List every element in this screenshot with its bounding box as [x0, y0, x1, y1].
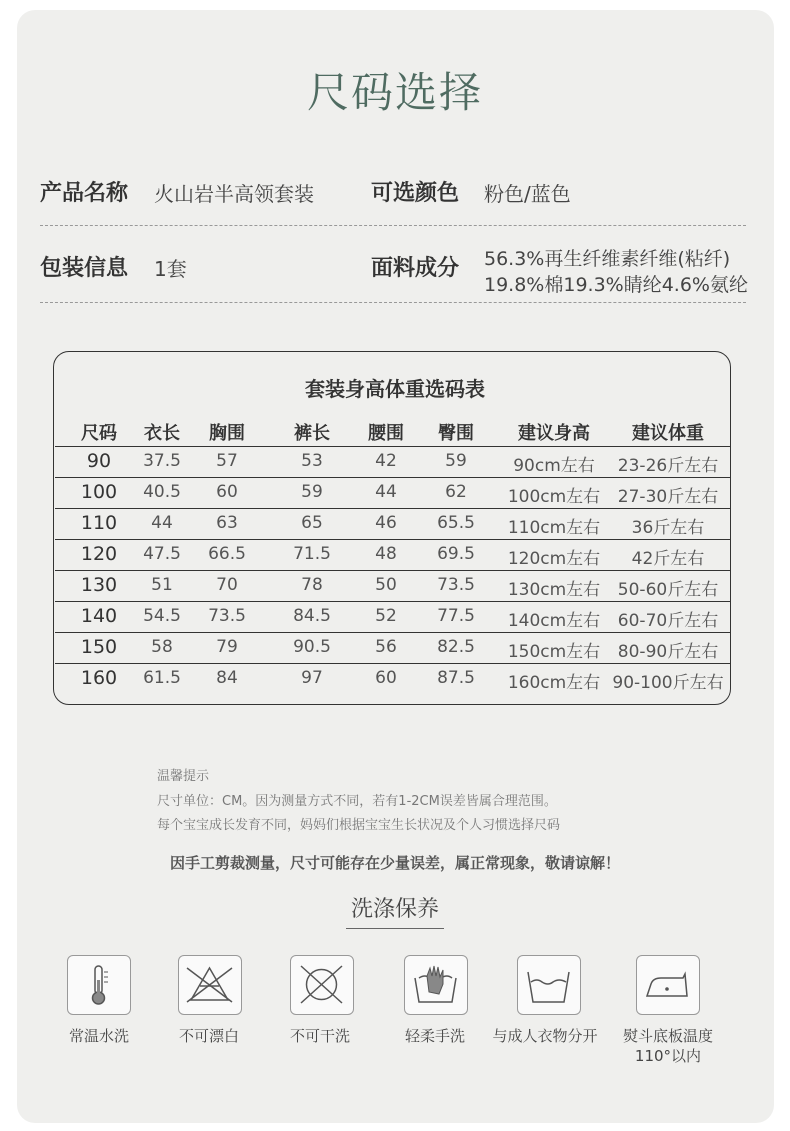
table-row-divider: [55, 477, 730, 478]
table-cell: 47.5: [143, 544, 181, 564]
care-label-line-2: 110°以内: [634, 1047, 702, 1065]
care-title: 洗涤保养: [350, 897, 439, 922]
table-cell: 60: [375, 668, 397, 688]
table-cell: 120cm左右: [507, 549, 601, 569]
table-header-cell: 建议体重: [632, 423, 704, 444]
table-size-cell: 110: [80, 512, 118, 534]
table-size-cell: 160: [80, 667, 118, 689]
package-label: 包装信息: [40, 256, 129, 281]
table-row-divider: [55, 663, 730, 664]
table-cell: 87.5: [437, 668, 475, 688]
table-cell: 60: [216, 482, 238, 502]
color-value: 粉色/蓝色: [484, 182, 571, 206]
table-header-cell: 衣长: [144, 423, 180, 444]
table-size-cell: 90: [86, 450, 112, 472]
table-header-cell: 腰围: [368, 423, 404, 444]
table-cell: 90cm左右: [513, 456, 595, 476]
table-cell: 69.5: [437, 544, 475, 564]
table-cell: 84.5: [293, 606, 331, 626]
table-cell: 60-70斤左右: [617, 611, 719, 631]
fabric-line-2: 19.8%棉19.3%睛纶4.6%氨纶: [484, 274, 748, 296]
table-cell: 36斤左右: [631, 518, 705, 538]
divider: [40, 225, 746, 226]
color-label: 可选颜色: [371, 181, 460, 206]
table-cell: 70: [216, 575, 238, 595]
table-cell: 160cm左右: [507, 673, 601, 693]
table-cell: 54.5: [143, 606, 181, 626]
notice-text: 因手工剪裁测量，尺寸可能存在少量误差，属正常现象，敬请谅解！: [169, 854, 620, 872]
table-cell: 59: [445, 451, 467, 471]
table-cell: 61.5: [143, 668, 181, 688]
table-row-divider: [55, 446, 730, 447]
table-cell: 97: [301, 668, 323, 688]
product-name-label: 产品名称: [40, 181, 129, 206]
care-label: 不可漂白: [178, 1027, 240, 1045]
no-bleach-icon: [178, 955, 242, 1015]
hand-wash-icon: [404, 955, 468, 1015]
table-cell: 140cm左右: [507, 611, 601, 631]
table-cell: 51: [151, 575, 173, 595]
table-cell: 73.5: [208, 606, 246, 626]
table-cell: 110cm左右: [507, 518, 601, 538]
table-row-divider: [55, 508, 730, 509]
table-cell: 71.5: [293, 544, 331, 564]
table-cell: 100cm左右: [507, 487, 601, 507]
table-size-cell: 120: [80, 543, 118, 565]
table-cell: 46: [375, 513, 397, 533]
table-row-divider: [55, 570, 730, 571]
product-name-value: 火山岩半高领套装: [154, 182, 314, 206]
table-cell: 40.5: [143, 482, 181, 502]
table-cell: 63: [216, 513, 238, 533]
table-cell: 79: [216, 637, 238, 657]
size-table-title: 套装身高体重选码表: [305, 377, 485, 401]
table-cell: 90-100斤左右: [612, 673, 724, 693]
table-cell: 56: [375, 637, 397, 657]
table-cell: 77.5: [437, 606, 475, 626]
tips-line-1: 尺寸单位：CM。因为测量方式不同，若有1-2CM误差皆属合理范围。: [157, 794, 557, 809]
table-size-cell: 130: [80, 574, 118, 596]
table-cell: 44: [375, 482, 397, 502]
page-title: 尺码选择: [306, 68, 483, 117]
table-row-divider: [55, 539, 730, 540]
table-cell: 65.5: [437, 513, 475, 533]
care-label: 轻柔手洗: [404, 1027, 466, 1045]
table-size-cell: 150: [80, 636, 118, 658]
tips-heading: 温馨提示: [157, 769, 210, 784]
table-cell: 50-60斤左右: [617, 580, 719, 600]
table-cell: 53: [301, 451, 323, 471]
table-header-cell: 尺码: [81, 423, 117, 444]
table-cell: 82.5: [437, 637, 475, 657]
no-dry-clean-icon: [290, 955, 354, 1015]
care-label: 熨斗底板温度: [622, 1027, 714, 1045]
table-size-cell: 140: [80, 605, 118, 627]
table-cell: 84: [216, 668, 238, 688]
table-header-cell: 裤长: [294, 423, 330, 444]
table-cell: 90.5: [293, 637, 331, 657]
fabric-line-1: 56.3%再生纤维素纤维(粘纤): [484, 248, 731, 270]
table-header-cell: 臀围: [438, 423, 474, 444]
table-cell: 66.5: [208, 544, 246, 564]
table-cell: 37.5: [143, 451, 181, 471]
fabric-label: 面料成分: [371, 256, 460, 281]
table-cell: 48: [375, 544, 397, 564]
table-row-divider: [55, 632, 730, 633]
care-label: 与成人衣物分开: [492, 1027, 598, 1045]
table-row-divider: [55, 601, 730, 602]
table-cell: 58: [151, 637, 173, 657]
table-cell: 50: [375, 575, 397, 595]
table-cell: 62: [445, 482, 467, 502]
divider: [40, 302, 746, 303]
table-cell: 78: [301, 575, 323, 595]
iron-icon: [636, 955, 700, 1015]
tips-line-2: 每个宝宝成长发育不同，妈妈们根据宝宝生长状况及个人习惯选择尺码: [157, 818, 561, 833]
table-cell: 73.5: [437, 575, 475, 595]
table-cell: 65: [301, 513, 323, 533]
table-cell: 150cm左右: [507, 642, 601, 662]
care-title-underline: [346, 928, 444, 929]
table-cell: 52: [375, 606, 397, 626]
table-cell: 23-26斤左右: [617, 456, 719, 476]
table-cell: 57: [216, 451, 238, 471]
table-cell: 42: [375, 451, 397, 471]
table-cell: 130cm左右: [507, 580, 601, 600]
package-value: 1套: [154, 257, 187, 281]
table-header-cell: 建议身高: [518, 423, 590, 444]
separate-wash-icon: [517, 955, 581, 1015]
table-cell: 59: [301, 482, 323, 502]
table-cell: 42斤左右: [631, 549, 705, 569]
thermometer-icon: [67, 955, 131, 1015]
care-label: 不可干洗: [289, 1027, 351, 1045]
care-label: 常温水洗: [68, 1027, 130, 1045]
table-cell: 44: [151, 513, 173, 533]
table-cell: 80-90斤左右: [617, 642, 719, 662]
table-cell: 27-30斤左右: [617, 487, 719, 507]
table-size-cell: 100: [80, 481, 118, 503]
table-header-cell: 胸围: [209, 423, 245, 444]
